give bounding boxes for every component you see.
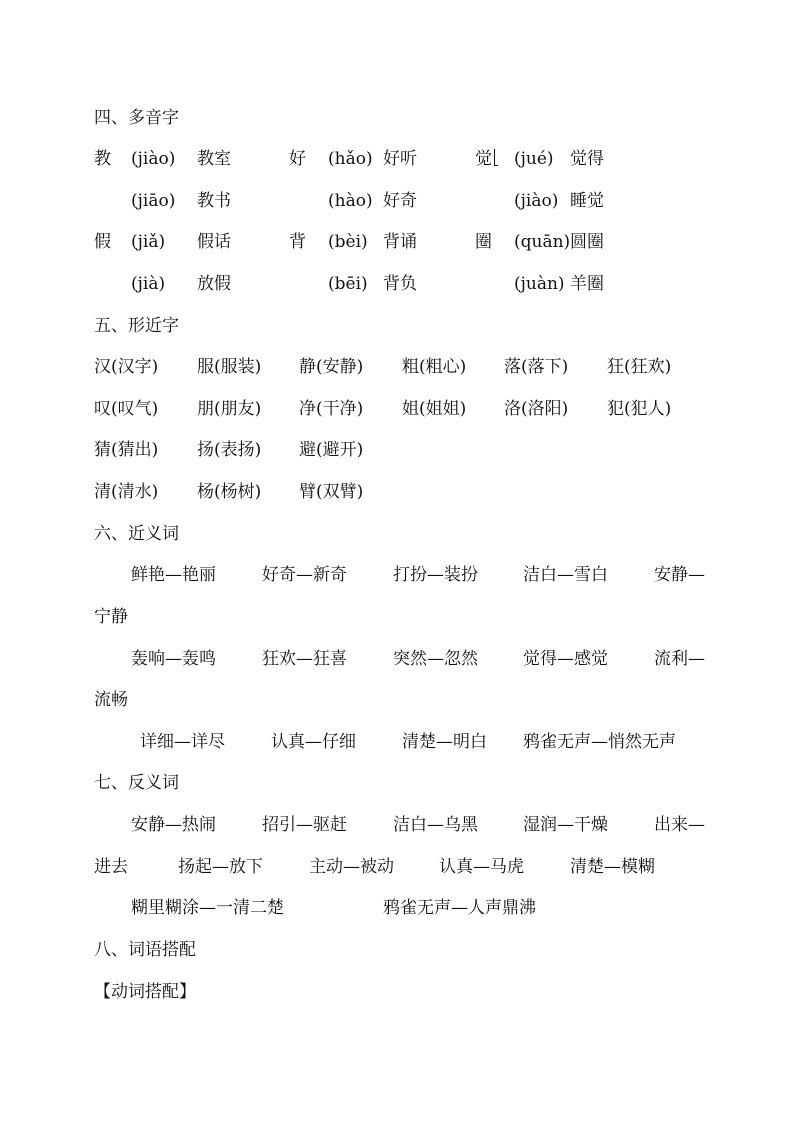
polyphone-pinyin: (jiào) [514, 191, 559, 211]
polyphone-pinyin: (jiǎ) [131, 232, 166, 252]
synonym-pair: 认真—仔细 [271, 732, 356, 752]
synonym-pair: 突然—忽然 [393, 649, 478, 669]
similar-char-item: 落(落下) [504, 357, 569, 377]
synonym-continuation: 宁静 [94, 607, 128, 627]
synonym-pair: 清楚—明白 [402, 732, 487, 752]
similar-char-item: 扬(表扬) [197, 440, 262, 460]
polyphone-word: 觉得 [570, 149, 604, 169]
polyphone-char: 假 [94, 232, 111, 252]
polyphone-word: 放假 [197, 274, 231, 294]
synonym-pair: 鸦雀无声—悄然无声 [523, 732, 676, 752]
polyphone-word: 好奇 [383, 191, 417, 211]
similar-char-item: 避(避开) [299, 440, 364, 460]
polyphone-pinyin: (hǎo) [328, 149, 373, 169]
synonym-pair: 流利— [654, 649, 705, 669]
polyphone-word: 背诵 [383, 232, 417, 252]
synonym-pair: 狂欢—狂喜 [262, 649, 347, 669]
antonym-pair: 认真—马虎 [439, 857, 524, 877]
similar-char-item: 姐(姐姐) [402, 399, 467, 419]
polyphone-word: 圆圈 [570, 232, 604, 252]
polyphone-char: 教 [94, 149, 111, 169]
polyphone-pinyin: (jiào) [131, 149, 176, 169]
synonym-pair: 打扮—装扮 [393, 565, 478, 585]
similar-char-item: 净(干净) [299, 399, 364, 419]
synonym-pair: 洁白—雪白 [523, 565, 608, 585]
section-title-antonyms: 七、反义词 [94, 773, 179, 793]
similar-char-item: 汉(汉字) [94, 357, 159, 377]
polyphone-word: 教室 [197, 149, 231, 169]
antonym-pair: 洁白—乌黑 [393, 815, 478, 835]
similar-char-item: 叹(叹气) [94, 399, 159, 419]
polyphone-char: 觉 [475, 148, 498, 170]
similar-char-item: 杨(杨树) [197, 482, 262, 502]
polyphone-word: 教书 [197, 191, 231, 211]
similar-char-item: 静(安静) [299, 357, 364, 377]
polyphone-pinyin: (jiāo) [131, 191, 176, 211]
subsection-title-verb-collocation: 【动词搭配】 [94, 982, 196, 1002]
polyphone-word: 背负 [383, 274, 417, 294]
brace-icon [494, 149, 498, 166]
polyphone-word: 好听 [383, 149, 417, 169]
synonym-pair: 安静— [654, 565, 705, 585]
section-title-word-collocation: 八、词语搭配 [94, 940, 196, 960]
similar-char-item: 清(清水) [94, 482, 159, 502]
synonym-pair: 详细—详尽 [140, 732, 225, 752]
similar-char-item: 臂(双臂) [299, 482, 364, 502]
polyphone-pinyin: (juàn) [514, 274, 565, 294]
polyphone-pinyin: (jià) [131, 274, 166, 294]
synonym-pair: 鲜艳—艳丽 [131, 565, 216, 585]
similar-char-item: 服(服装) [197, 357, 262, 377]
antonym-continuation: 进去 [94, 857, 128, 877]
synonym-continuation: 流畅 [94, 690, 128, 710]
polyphone-word: 羊圈 [570, 274, 604, 294]
synonym-pair: 觉得—感觉 [523, 649, 608, 669]
antonym-pair: 鸦雀无声—人声鼎沸 [383, 898, 536, 918]
polyphone-pinyin: (hào) [328, 191, 373, 211]
antonym-pair: 安静—热闹 [131, 815, 216, 835]
synonym-pair: 轰响—轰鸣 [131, 649, 216, 669]
section-title-synonyms: 六、近义词 [94, 524, 179, 544]
antonym-pair: 招引—驱赶 [262, 815, 347, 835]
similar-char-item: 粗(粗心) [402, 357, 467, 377]
polyphone-char: 背 [289, 232, 306, 252]
synonym-pair: 好奇—新奇 [262, 565, 347, 585]
similar-char-item: 猜(猜出) [94, 440, 159, 460]
similar-char-item: 狂(狂欢) [607, 357, 672, 377]
polyphone-char: 好 [289, 149, 306, 169]
antonym-pair: 扬起—放下 [178, 857, 263, 877]
similar-char-item: 朋(朋友) [197, 399, 262, 419]
antonym-pair: 清楚—模糊 [570, 857, 655, 877]
similar-char-item: 洛(洛阳) [504, 399, 569, 419]
polyphone-pinyin: (jué) [514, 149, 554, 169]
section-title-similar-chars: 五、形近字 [94, 316, 179, 336]
antonym-pair: 出来— [654, 815, 705, 835]
polyphone-pinyin: (quān) [514, 232, 571, 252]
polyphone-pinyin: (bèi) [328, 232, 368, 252]
polyphone-pinyin: (bēi) [328, 274, 368, 294]
polyphone-char: 圈 [475, 232, 492, 252]
antonym-pair: 主动—被动 [309, 857, 394, 877]
section-title-polyphones: 四、多音字 [94, 108, 179, 128]
antonym-pair: 湿润—干燥 [523, 815, 608, 835]
polyphone-word: 假话 [197, 232, 231, 252]
antonym-pair: 糊里糊涂—一清二楚 [131, 898, 284, 918]
similar-char-item: 犯(犯人) [607, 399, 672, 419]
polyphone-word: 睡觉 [570, 191, 604, 211]
